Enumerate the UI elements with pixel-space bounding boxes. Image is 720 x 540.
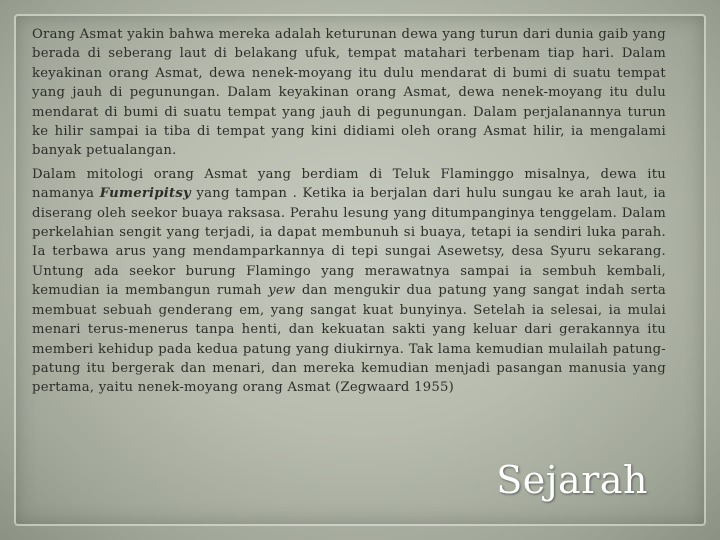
- body-text: [32, 25, 666, 402]
- paragraph-2-part-3: dan mengukir dua patung yang sangat indah serta membuat sebuah genderang em, yang sangat kuat bunyinya. Setelah ia selesai, ia mulai menari terus-menerus tanpa henti, dan kekuatan sakti yang keluar dari gerakannya itu memberi kehidup pada kedua patung yang diukirnya. Tak lama kemudian mulailah patung-patung itu bergerak dan menari, dan mereka kemudian menjadi pasangan manusia yang pertama, yaitu nenek-moyang orang Asmat (Zegwaard 1955): [32, 283, 667, 396]
- deity-name: Fumeripitsy: [99, 186, 191, 202]
- paragraph-2: [32, 165, 666, 398]
- yew-term: yew: [268, 283, 296, 299]
- paragraph-2-part-1: Dalam mitologi orang Asmat yang berdiam di Teluk Flaminggo misalnya, dewa itu namanya: [32, 166, 666, 202]
- slide-title: Sejarah: [496, 458, 648, 502]
- paragraph-2-part-2: yang tampan . Ketika ia berjalan dari hulu sungau ke arah laut, ia diserang oleh seekor buaya raksasa. Perahu lesung yang ditumpanginya tenggelam. Dalam perkelahian sengit yang terjadi, ia dapat membunuh si buaya, tetapi ia sendiri luka parah. Ia terbawa arus yang mendamparkannya di tepi sungai Asewetsy, desa Syuru sekarang. Untung ada seekor burung Flamingo yang merawatnya sampai ia sembuh kembali, kemudian ia membangun rumah: [32, 186, 666, 299]
- paragraph-1: Orang Asmat yakin bahwa mereka adalah keturunan dewa yang turun dari dunia gaib yang berada di seberang laut di belakang ufuk, tempat matahari terbenam tiap hari. Dalam keyakinan orang Asmat, dewa nenek-moyang itu dulu mendarat di bumi di suatu tempat yang jauh di pegunungan. Dalam keyakinan orang Asmat, dewa nenek-moyang itu dulu mendarat di bumi di suatu tempat yang jauh di pegunungan. Dalam perjalanannya turun ke hilir sampai ia tiba di tempat yang kini didiami oleh orang Asmat hilir, ia mengalami banyak petualangan.: [32, 27, 666, 159]
